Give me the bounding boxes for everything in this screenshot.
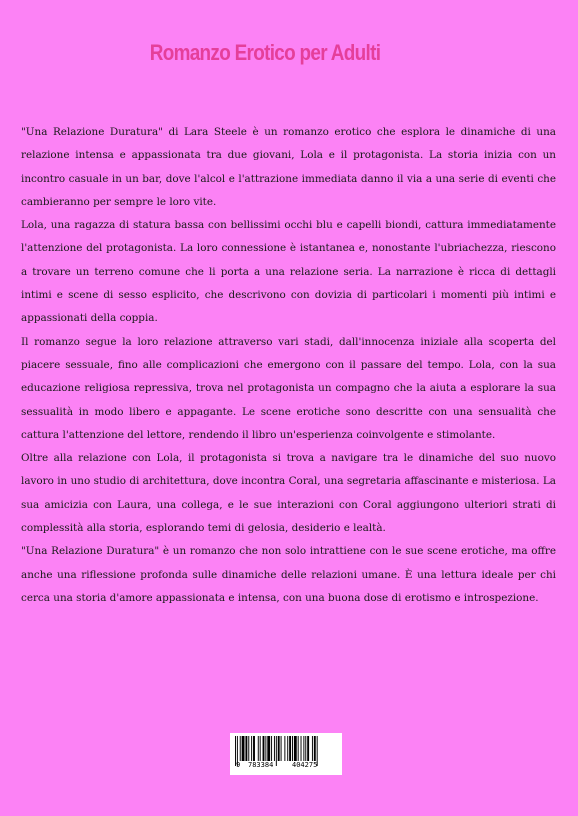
barcode-bar: [307, 736, 309, 761]
barcode-bar: [240, 736, 241, 761]
barcode-bar: [312, 736, 313, 761]
barcode-bar: [263, 736, 265, 761]
barcode-bar: [274, 736, 275, 761]
barcode-bars: [230, 736, 342, 766]
barcode-digit-first: 9: [236, 761, 241, 769]
isbn-barcode: [230, 733, 342, 775]
description-paragraph: "Una Relazione Duratura" di Lara Steele è un romanzo erotico che esplora le dinamiche di una relazione intensa e appassionata tra due giovani, Lola e il protagonista. La storia inizia con un incontro casuale in un bar, dove l'alcol e l'attrazione immediata danno il via a una serie di eventi che cambieranno per sempre le loro vite.: [21, 126, 556, 208]
barcode-bar: [287, 736, 288, 761]
barcode-bar: [271, 736, 272, 761]
description-paragraph: Il romanzo segue la loro relazione attraverso vari stadi, dall'innocenza iniziale alla scoperta del piacere sessuale, fino alle complicazioni che emergono con il passare del tempo. Lola, con la sua educazione religiosa repressiva, trova nel protagonista un compagno che la aiuta a esplorare la sua sessualità in modo libero e appagante. Le scene erotiche sono descritte con una sensualità che cattura l'attenzione del lettore, rendendo il libro un'esperienza coinvolgente e stimolante.: [21, 335, 556, 441]
barcode-bar: [281, 736, 282, 761]
barcode-bar: [276, 736, 277, 766]
barcode-bar: [242, 736, 245, 761]
barcode-bar: [260, 736, 261, 761]
barcode-bar: [253, 736, 255, 761]
barcode-bar: [292, 736, 293, 761]
barcode-bar: [284, 736, 285, 761]
barcode-bar: [301, 736, 302, 761]
barcode-bar: [294, 736, 297, 761]
description-paragraph: Lola, una ragazza di statura bassa con bellissimi occhi blu e capelli biondi, cattura immediatamente l'attenzione del protagonista. La loro connessione è istantanea e, nonostante l'ubriachezza, riescono a trovare un terreno comune che li porta a una relazione seria. La narrazione è ricca di dettagli intimi e scene di sesso esplicito, che descrivono con dovizia di particolari i momenti più intimi e appassionati della coppia.: [21, 219, 556, 325]
barcode-digits-left: 783384: [248, 761, 274, 769]
description-paragraph: "Una Relazione Duratura" è un romanzo che non solo intrattiene con le sue scene erotiche, ma offre anche una riflessione profonda sulle dinamiche delle relazioni umane. È una lettura ideale per chi cerca una storia d'amore appassionata e intensa, con una buona dose di erotismo e introspezione.: [21, 545, 556, 604]
barcode-bar: [248, 736, 249, 761]
barcode-bar: [289, 736, 291, 761]
barcode-bar: [298, 736, 299, 761]
book-description: [21, 121, 556, 610]
barcode-digits-right: 404275: [292, 761, 318, 769]
cover-title: Romanzo Erotico per Adulti: [149, 40, 381, 65]
barcode-bar: [278, 736, 280, 761]
barcode-bar: [258, 736, 259, 761]
barcode-bar: [265, 736, 266, 761]
description-paragraph: Oltre alla relazione con Lola, il protagonista si trova a navigare tra le dinamiche del suo nuovo lavoro in uno studio di architettura, dove incontra Coral, una segretaria affascinante e misteriosa. La sua amicizia con Laura, una collega, e le sue interazioni con Coral aggiungono ulteriori strati di complessità alla storia, esplorando temi di gelosia, desiderio e lealtà.: [21, 452, 556, 535]
barcode-bar: [245, 736, 247, 761]
barcode-bar: [267, 736, 270, 761]
barcode-bar: [314, 736, 316, 761]
barcode-bar: [305, 736, 306, 761]
barcode-bar: [251, 736, 252, 761]
barcode-bar: [303, 736, 304, 761]
